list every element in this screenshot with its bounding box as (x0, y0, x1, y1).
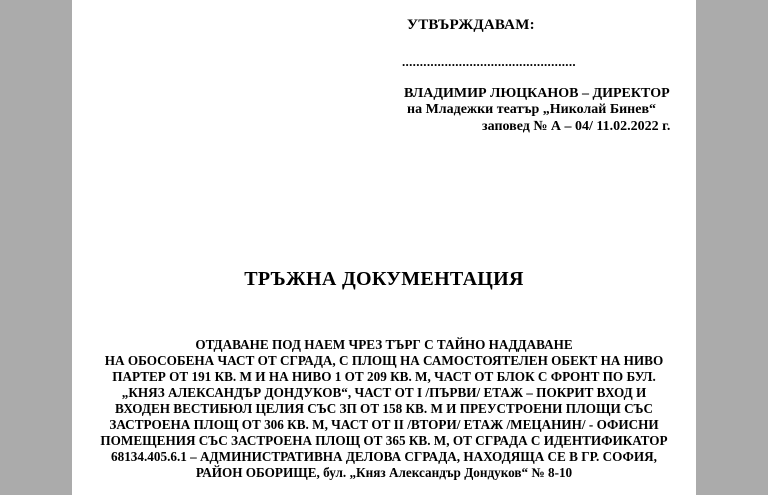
subject-line: ОТДАВАНЕ ПОД НАЕМ ЧРЕЗ ТЪРГ С ТАЙНО НАДДАВАНЕ (195, 337, 573, 352)
subject-line: ВХОДЕН ВЕСТИБЮЛ ЦЕЛИЯ СЪС ЗП ОТ 158 КВ. М И ПРЕУСТРОЕНИ ПЛОЩИ СЪС (114, 401, 654, 416)
document-title: ТРЪЖНА ДОКУМЕНТАЦИЯ (244, 268, 524, 290)
signature-line: ................................................. (402, 54, 576, 69)
document-page (72, 0, 696, 495)
order-reference: заповед № А – 04/ 11.02.2022 г. (482, 119, 671, 134)
subject-line: РАЙОН ОБОРИЩЕ, бул. „Княз Александър Дондуков“ № 8-10 (195, 465, 573, 480)
subject-line: ПАРТЕР ОТ 191 КВ. М И НА НИВО 1 ОТ 209 КВ. М, ЧАСТ ОТ БЛОК С ФРОНТ ПО БУЛ. (112, 369, 656, 384)
director-name: ВЛАДИМИР ЛЮЦКАНОВ – ДИРЕКТОР (404, 86, 670, 101)
subject-line: 68134.405.6.1 – АДМИНИСТРАТИВНА ДЕЛОВА СГРАДА, НАХОДЯЩА СЕ В ГР. СОФИЯ, (111, 449, 657, 464)
document-subject (72, 337, 696, 481)
subject-line: „КНЯЗ АЛЕКСАНДЪР ДОНДУКОВ“, ЧАСТ ОТ I /ПЪРВИ/ ЕТАЖ – ПОКРИТ ВХОД И (121, 385, 647, 400)
subject-line: ПОМЕЩЕНИЯ СЪС ЗАСТРОЕНА ПЛОЩ ОТ 365 КВ. М, ОТ СГРАДА С ИДЕНТИФИКАТОР (100, 433, 668, 448)
institution-name: на Младежки театър „Николай Бинев“ (407, 102, 657, 117)
subject-line: НА ОБОСОБЕНА ЧАСТ ОТ СГРАДА, С ПЛОЩ НА САМОСТОЯТЕЛЕН ОБЕКТ НА НИВО (104, 353, 664, 368)
subject-line: ЗАСТРОЕНА ПЛОЩ ОТ 306 КВ. М, ЧАСТ ОТ II /ВТОРИ/ ЕТАЖ /МЕЦАНИН/ - ОФИСНИ (109, 417, 659, 432)
approval-label: УТВЪРЖДАВАМ: (407, 17, 535, 33)
